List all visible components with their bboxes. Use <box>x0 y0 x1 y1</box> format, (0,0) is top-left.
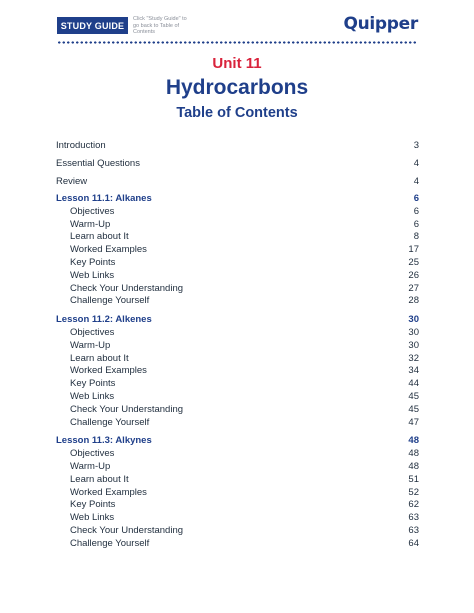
toc-page-number: 34 <box>408 365 419 377</box>
toc-entry-label: Key Points <box>70 256 116 268</box>
toc-page-number: 6 <box>413 218 419 230</box>
toc-page-number: 26 <box>408 269 419 281</box>
unit-label: Unit 11 <box>212 55 262 72</box>
toc-subentry[interactable] <box>56 499 419 512</box>
toc-entry-label: Challenge Yourself <box>70 295 150 307</box>
toc-entry-label: Web Links <box>70 269 115 281</box>
toc-entry-label: Worked Examples <box>70 365 147 377</box>
toc-page-number: 4 <box>413 158 419 169</box>
toc-entry-label: Web Links <box>70 390 115 402</box>
toc-subentry[interactable] <box>56 512 419 525</box>
toc-entry-label: Learn about It <box>70 352 129 364</box>
toc-entry[interactable] <box>56 157 419 175</box>
toc-page-number: 6 <box>413 193 419 204</box>
toc-page-number: 63 <box>408 524 419 536</box>
toc-lesson-heading[interactable] <box>56 314 419 327</box>
toc-subentry[interactable] <box>56 461 419 474</box>
toc-entry-label: Worked Examples <box>70 244 147 256</box>
toc-subentry[interactable] <box>56 244 419 257</box>
toc-entry-label: Challenge Yourself <box>70 416 150 428</box>
toc-entry-label: Learn about It <box>70 231 129 243</box>
toc-subentry[interactable] <box>56 538 419 551</box>
dotted-divider <box>57 41 418 44</box>
toc-entry-label: Introduction <box>56 140 106 151</box>
toc-page-number: 30 <box>408 314 419 326</box>
table-of-contents <box>56 139 419 551</box>
toc-page-number: 63 <box>408 512 419 524</box>
toc-subentry[interactable] <box>56 378 419 391</box>
toc-subentry[interactable] <box>56 365 419 378</box>
toc-subentry[interactable] <box>56 404 419 417</box>
toc-subentry[interactable] <box>56 283 419 296</box>
toc-page-number: 45 <box>408 403 419 415</box>
toc-entry[interactable] <box>56 139 419 157</box>
title-block <box>0 54 474 124</box>
toc-subentry[interactable] <box>56 353 419 366</box>
toc-subentry[interactable] <box>56 295 419 308</box>
toc-entry-label: Warm-Up <box>70 460 111 472</box>
toc-entry-label: Key Points <box>70 378 116 390</box>
toc-entry-label: Essential Questions <box>56 158 140 169</box>
toc-page-number: 17 <box>408 244 419 256</box>
toc-subentry[interactable] <box>56 270 419 283</box>
toc-page-number: 28 <box>408 295 419 307</box>
toc-page-number: 3 <box>413 140 419 151</box>
toc-subentry[interactable] <box>56 219 419 232</box>
toc-entry-label: Review <box>56 176 88 187</box>
toc-entry-label: Warm-Up <box>70 339 111 351</box>
toc-subentry[interactable] <box>56 487 419 500</box>
toc-entry-label: Objectives <box>70 448 115 460</box>
toc-entry-label: Check Your Understanding <box>70 282 184 294</box>
toc-lesson-heading[interactable] <box>56 435 419 448</box>
toc-subentry[interactable] <box>56 257 419 270</box>
toc-page-number: 47 <box>408 416 419 428</box>
toc-subentry[interactable] <box>56 391 419 404</box>
toc-page-number: 44 <box>408 378 419 390</box>
toc-page-number: 30 <box>408 326 419 338</box>
toc-entry-label: Objectives <box>70 326 115 338</box>
toc-page-number: 48 <box>408 448 419 460</box>
toc-page-number: 52 <box>408 486 419 498</box>
toc-subentry[interactable] <box>56 327 419 340</box>
page-header <box>0 0 474 50</box>
toc-subentry[interactable] <box>56 417 419 430</box>
toc-entry-label: Challenge Yourself <box>70 537 150 549</box>
toc-entry-label: Key Points <box>70 499 116 511</box>
toc-page-number: 6 <box>413 205 419 217</box>
toc-lesson-heading[interactable] <box>56 193 419 206</box>
toc-subentry[interactable] <box>56 340 419 353</box>
quipper-logo: Quipper <box>343 14 418 34</box>
toc-page-number: 32 <box>408 352 419 364</box>
toc-page-number: 4 <box>413 176 419 187</box>
study-guide-button[interactable]: STUDY GUIDE <box>57 17 128 34</box>
toc-page-number: 48 <box>408 460 419 472</box>
toc-subentry[interactable] <box>56 206 419 219</box>
toc-page-number: 27 <box>408 282 419 294</box>
toc-subentry[interactable] <box>56 525 419 538</box>
toc-entry-label: Objectives <box>70 205 115 217</box>
toc-entry-label: Warm-Up <box>70 218 111 230</box>
toc-entry[interactable] <box>56 175 419 193</box>
unit-title: Hydrocarbons <box>165 76 309 99</box>
toc-page-number: 48 <box>408 435 419 447</box>
toc-entry-label: Lesson 11.2: Alkenes <box>56 314 152 326</box>
study-guide-hint: Click "Study Guide" to go back to Table of Contents <box>133 16 187 35</box>
toc-entry-label: Worked Examples <box>70 486 147 498</box>
toc-page-number: 45 <box>408 390 419 402</box>
toc-page-number: 51 <box>408 473 419 485</box>
toc-entry-label: Learn about It <box>70 473 129 485</box>
toc-page-number: 30 <box>408 339 419 351</box>
toc-page-number: 64 <box>408 537 419 549</box>
toc-page-number: 8 <box>413 231 419 243</box>
toc-entry-label: Check Your Understanding <box>70 524 184 536</box>
toc-entry-label: Lesson 11.1: Alkanes <box>56 193 152 204</box>
toc-subentry[interactable] <box>56 231 419 244</box>
toc-subentry[interactable] <box>56 448 419 461</box>
toc-entry-label: Check Your Understanding <box>70 403 184 415</box>
toc-page-number: 62 <box>408 499 419 511</box>
toc-heading: Table of Contents <box>176 105 298 121</box>
toc-subentry[interactable] <box>56 474 419 487</box>
toc-entry-label: Lesson 11.3: Alkynes <box>56 435 152 447</box>
toc-entry-label: Web Links <box>70 512 115 524</box>
toc-page-number: 25 <box>408 256 419 268</box>
